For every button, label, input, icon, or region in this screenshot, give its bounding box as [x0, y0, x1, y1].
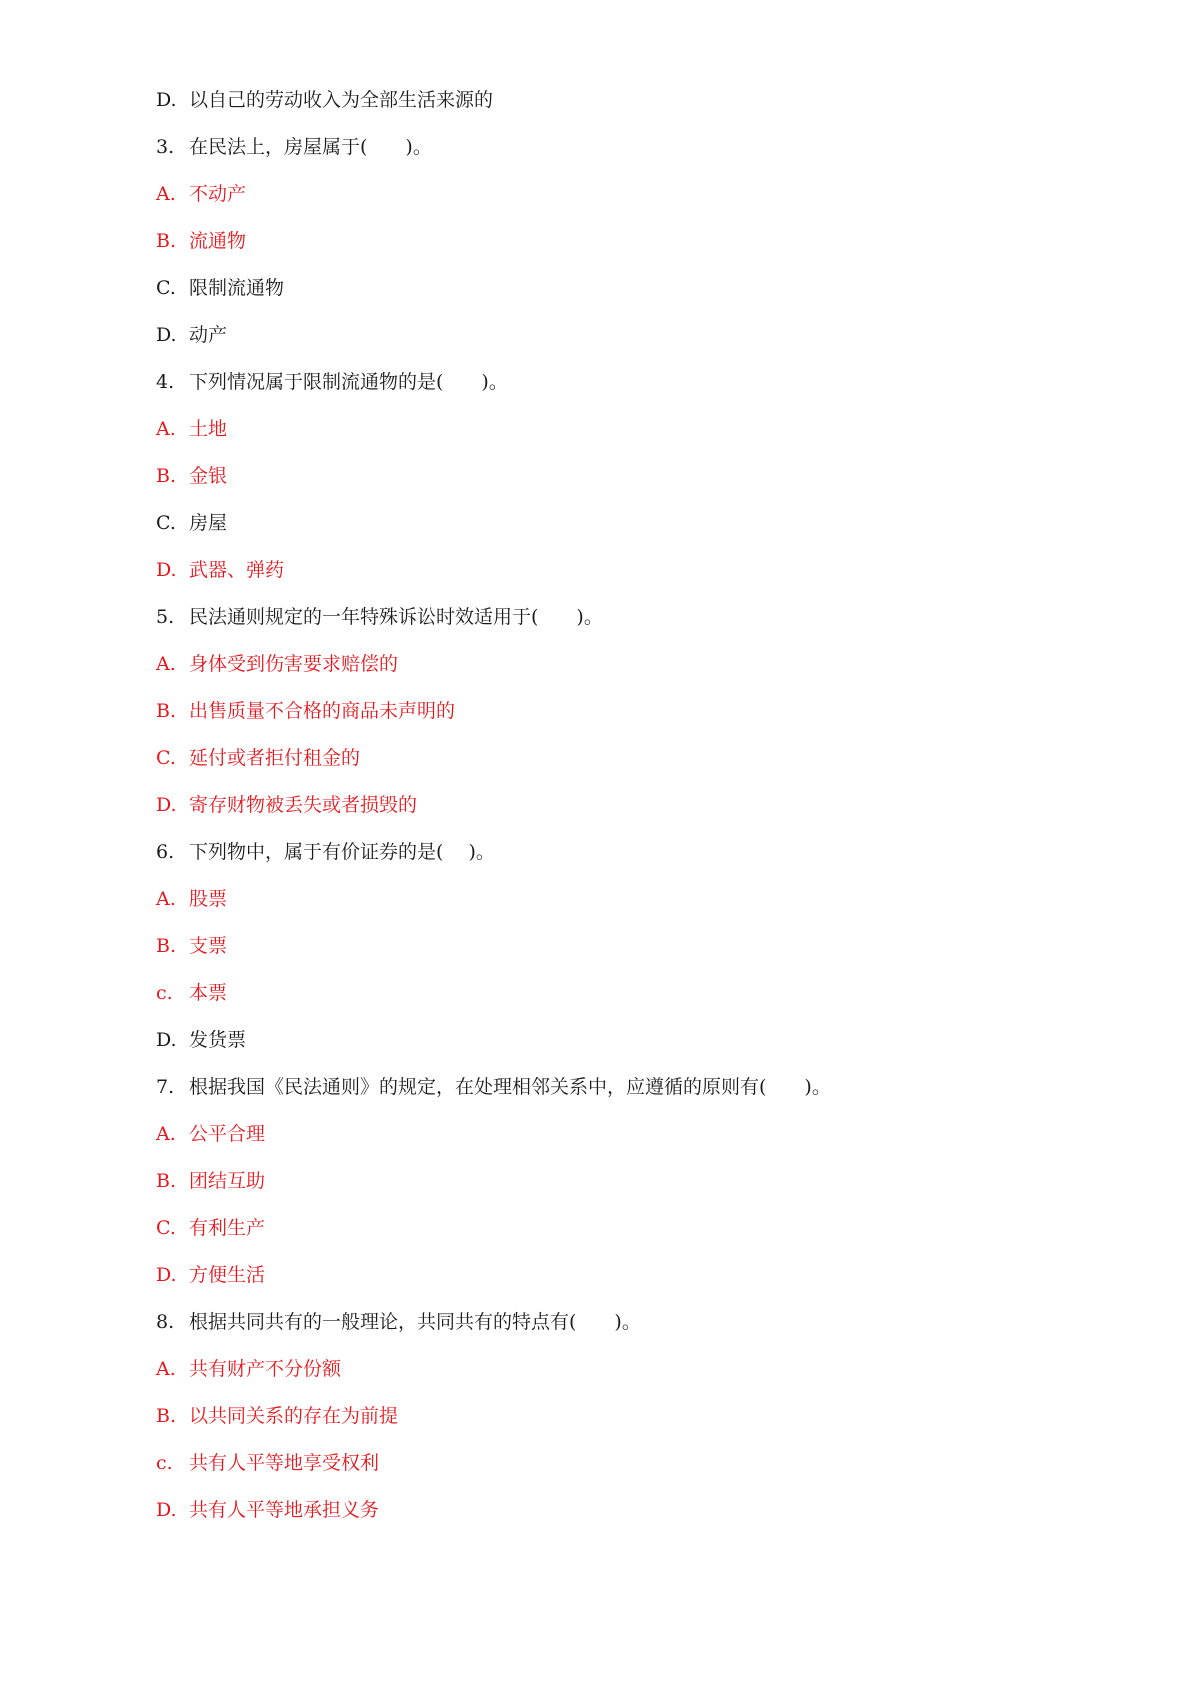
option-text: 有利生产	[189, 1217, 266, 1239]
option-label: D.	[156, 324, 177, 346]
answer-option-line	[156, 887, 227, 911]
option-text: 公平合理	[189, 1123, 266, 1145]
option-text: 方便生活	[189, 1264, 266, 1286]
option-label: B.	[156, 230, 177, 252]
option-line	[156, 511, 227, 535]
question-text: 根据我国《民法通则》的规定，在处理相邻关系中，应遵循的原则有( )。	[189, 1076, 831, 1098]
question-text: 下列物中，属于有价证券的是( )。	[189, 841, 495, 863]
question-line	[156, 605, 603, 629]
answer-option-line	[156, 1122, 265, 1146]
option-label: C.	[156, 277, 176, 299]
option-label: A.	[156, 653, 176, 675]
question-number: 3.	[156, 136, 175, 158]
answer-option-line	[156, 182, 246, 206]
option-label: B.	[156, 935, 177, 957]
answer-option-line	[156, 1357, 341, 1381]
option-label: A.	[156, 888, 176, 910]
option-label: D.	[156, 1029, 177, 1051]
question-line	[156, 1310, 641, 1334]
option-label: B.	[156, 1405, 177, 1427]
answer-option-line	[156, 1169, 265, 1193]
option-text: 共有财产不分份额	[189, 1358, 342, 1380]
option-label: C.	[156, 512, 176, 534]
answer-option-line	[156, 699, 455, 723]
question-line	[156, 1075, 831, 1099]
option-text: 动产	[189, 324, 228, 346]
answer-option-line	[156, 417, 227, 441]
option-label: c.	[156, 982, 173, 1004]
question-text: 在民法上，房屋属于( )。	[189, 136, 432, 158]
option-label: C.	[156, 1217, 176, 1239]
option-text: 寄存财物被丢失或者损毁的	[189, 794, 418, 816]
answer-option-line	[156, 793, 417, 817]
option-text: 限制流通物	[189, 277, 285, 299]
option-text: 发货票	[189, 1029, 247, 1051]
option-text: 身体受到伤害要求赔偿的	[189, 653, 399, 675]
option-text: 支票	[189, 935, 228, 957]
question-number: 8.	[156, 1311, 175, 1333]
option-text: 本票	[189, 982, 228, 1004]
answer-option-line	[156, 746, 360, 770]
option-text: 以共同关系的存在为前提	[189, 1405, 399, 1427]
answer-option-line	[156, 1216, 265, 1240]
option-label: D.	[156, 1499, 177, 1521]
option-label: D.	[156, 89, 177, 111]
answer-option-line	[156, 558, 284, 582]
option-line	[156, 1028, 246, 1052]
option-text: 共有人平等地享受权利	[189, 1452, 380, 1474]
option-label: B.	[156, 700, 177, 722]
question-text: 下列情况属于限制流通物的是( )。	[189, 371, 508, 393]
option-label: B.	[156, 465, 177, 487]
option-text: 股票	[189, 888, 228, 910]
question-number: 6.	[156, 841, 175, 863]
option-text: 房屋	[189, 512, 228, 534]
option-text: 土地	[189, 418, 228, 440]
option-label: A.	[156, 183, 176, 205]
option-label: D.	[156, 794, 177, 816]
option-line	[156, 323, 227, 347]
question-number: 7.	[156, 1076, 175, 1098]
option-text: 共有人平等地承担义务	[189, 1499, 380, 1521]
answer-option-line	[156, 1451, 379, 1475]
answer-option-line	[156, 1263, 265, 1287]
option-text: 金银	[189, 465, 228, 487]
option-text: 不动产	[189, 183, 247, 205]
answer-option-line	[156, 464, 227, 488]
option-text: 出售质量不合格的商品未声明的	[189, 700, 456, 722]
option-label: C.	[156, 747, 176, 769]
option-label: A.	[156, 418, 176, 440]
answer-option-line	[156, 981, 227, 1005]
option-label: D.	[156, 559, 177, 581]
answer-option-line	[156, 229, 246, 253]
answer-option-line	[156, 934, 227, 958]
option-label: A.	[156, 1123, 176, 1145]
answer-option-line	[156, 652, 398, 676]
question-number: 5.	[156, 606, 175, 628]
answer-option-line	[156, 1498, 379, 1522]
question-number: 4.	[156, 371, 175, 393]
question-text: 民法通则规定的一年特殊诉讼时效适用于( )。	[189, 606, 603, 628]
option-line	[156, 276, 284, 300]
question-line	[156, 135, 432, 159]
option-label: B.	[156, 1170, 177, 1192]
question-text: 根据共同共有的一般理论，共同共有的特点有( )。	[189, 1311, 641, 1333]
question-line	[156, 370, 508, 394]
option-label: D.	[156, 1264, 177, 1286]
option-text: 流通物	[189, 230, 247, 252]
option-text: 以自己的劳动收入为全部生活来源的	[189, 89, 494, 111]
question-line	[156, 840, 495, 864]
option-line	[156, 88, 493, 112]
option-text: 延付或者拒付租金的	[189, 747, 361, 769]
option-label: c.	[156, 1452, 173, 1474]
option-label: A.	[156, 1358, 176, 1380]
answer-option-line	[156, 1404, 398, 1428]
option-text: 武器、弹药	[189, 559, 285, 581]
option-text: 团结互助	[189, 1170, 266, 1192]
